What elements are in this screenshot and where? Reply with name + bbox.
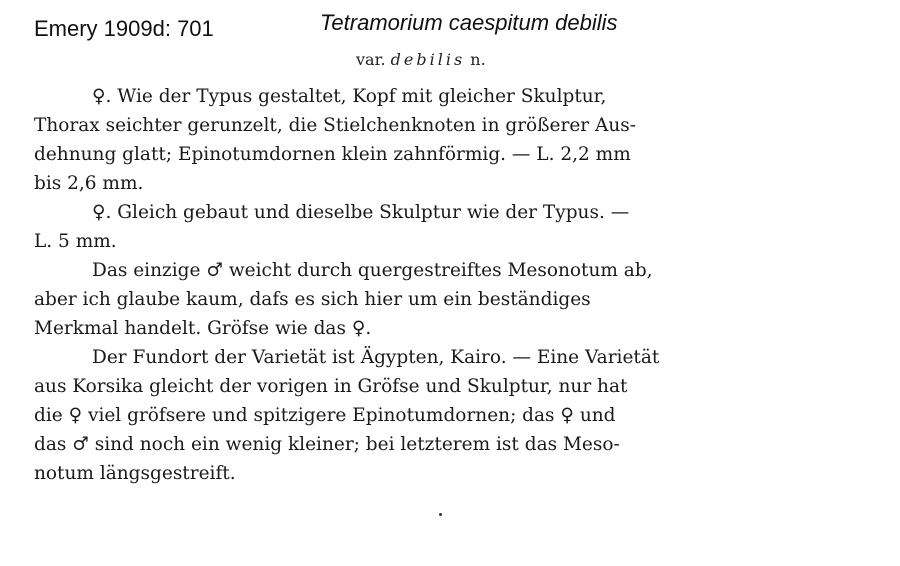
paragraph-worker: ♀. Wie der Typus gestaltet, Kopf mit gleicher Skulptur, Thorax seichter gerunzelt, die Stielchenknoten in größerer Aus- dehnung glatt; Epinotumdornen klein zahnförmig. — L. 2,2 mm bis 2,6 mm. xyxy=(34,86,637,194)
citation-label: Emery 1909d: 701 xyxy=(34,16,214,41)
stray-dot xyxy=(439,513,442,516)
paragraph-locality: Der Fundort der Varietät ist Ägypten, Kairo. — Eine Varietät aus Korsika gleicht der vorigen in Gröfse und Skulptur, nur hat die ♀ viel gröfsere und spitzigere Epinotumdornen; das ♀ und das ♂ sind noch ein wenig kleiner; bei letzterem ist das Meso- notum längsgestreift. xyxy=(34,347,660,484)
variety-heading xyxy=(356,50,486,69)
description-text xyxy=(34,82,824,488)
taxon-title: Tetramorium caespitum debilis xyxy=(320,10,618,35)
variety-suffix: n. xyxy=(470,50,486,69)
variety-prefix: var. xyxy=(356,50,386,69)
paragraph-queen: ♀. Gleich gebaut und dieselbe Skulptur wie der Typus. — L. 5 mm. xyxy=(34,202,630,252)
variety-name: debilis xyxy=(390,50,466,69)
paragraph-male: Das einzige ♂ weicht durch quergestreiftes Mesonotum ab, aber ich glaube kaum, dafs es sich hier um ein beständiges Merkmal handelt. Gröfse wie das ♀. xyxy=(34,260,653,339)
